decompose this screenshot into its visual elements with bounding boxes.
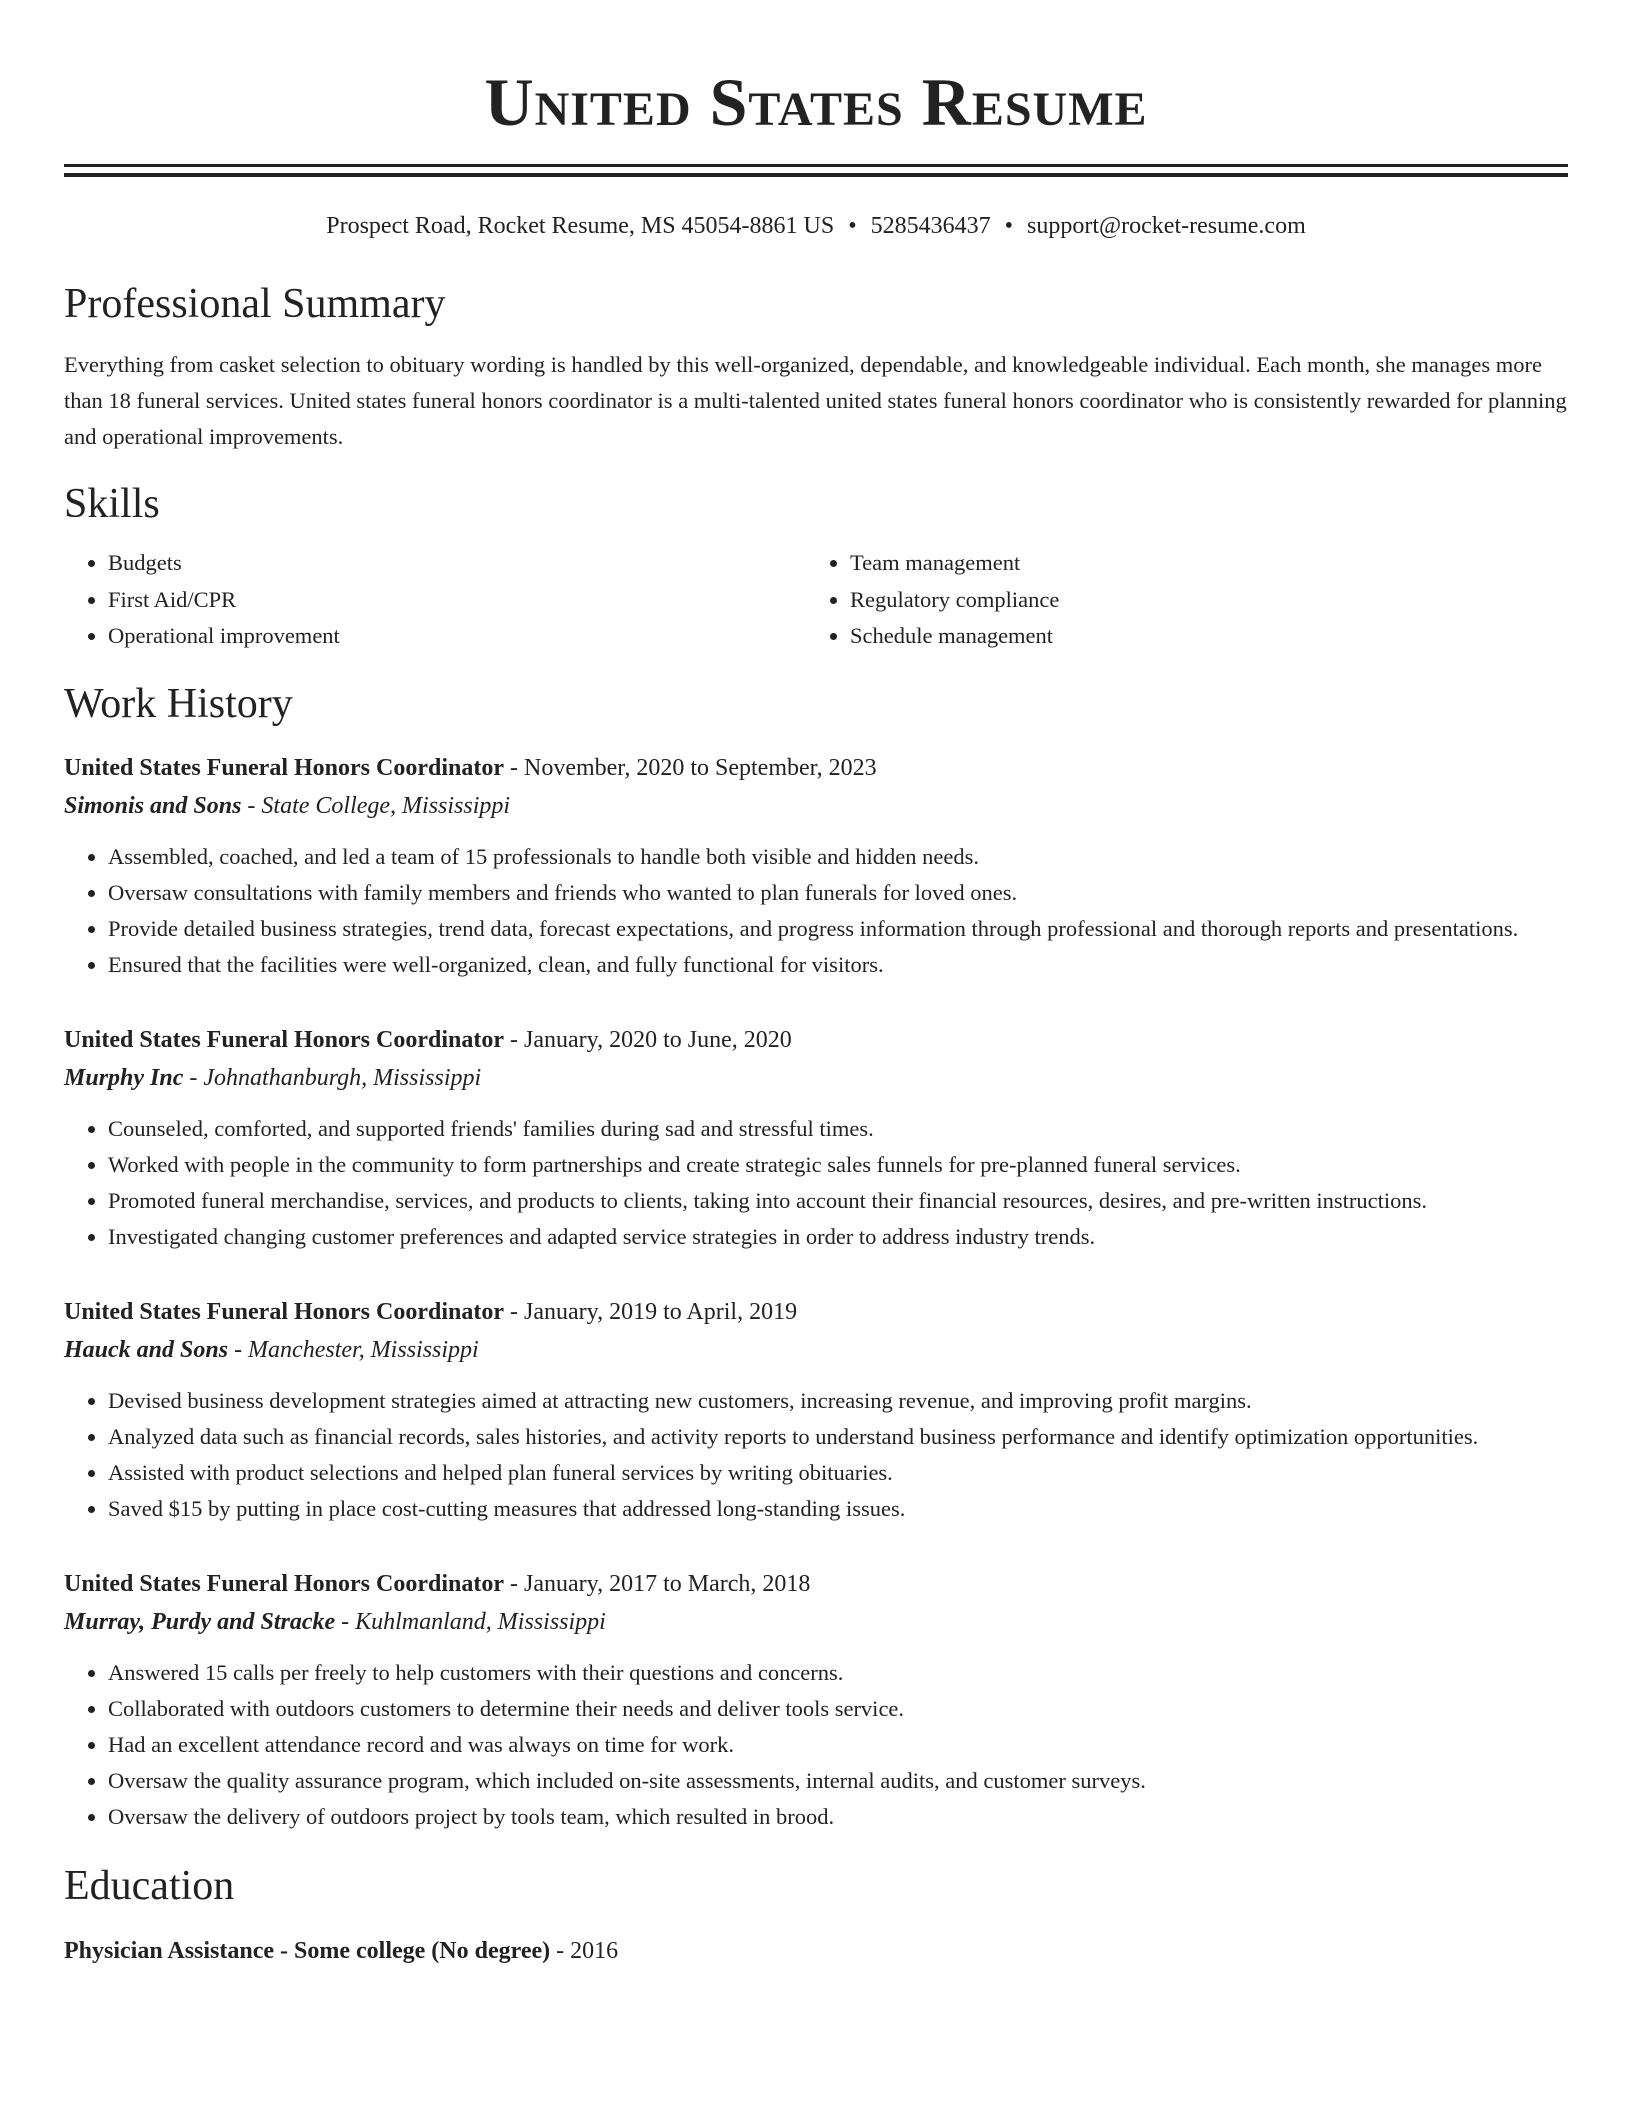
job-bullet: • Saved $15 by putting in place cost-cutting measures that addressed long-standing issues. (108, 1491, 1568, 1527)
job-bullet: • Ensured that the facilities were well-organized, clean, and fully functional for visitors. (108, 947, 1568, 983)
job-role: United States Funeral Honors Coordinator (64, 1570, 504, 1597)
job-entry (64, 1021, 1568, 1255)
job-bullets (64, 1655, 1568, 1835)
education-year: - 2016 (550, 1937, 619, 1964)
job-header (64, 749, 1568, 787)
skills-heading: Skills (64, 481, 160, 527)
title-rule-top (64, 164, 1568, 167)
job-bullet: • Oversaw the quality assurance program, which included on-site assessments, internal audits, and customer surveys. (108, 1763, 1568, 1799)
job-employer (64, 1059, 1568, 1097)
skill-item: • First Aid/CPR (108, 582, 806, 619)
skill-item: • Regulatory compliance (850, 582, 1548, 619)
job-employer (64, 787, 1568, 825)
job-company: Murray, Purdy and Stracke (64, 1608, 336, 1635)
skill-item: • Budgets (108, 545, 806, 582)
skill-item: • Operational improvement (108, 618, 806, 655)
job-bullet: • Had an excellent attendance record and was always on time for work. (108, 1727, 1568, 1763)
education-degree: Physician Assistance - Some college (No degree) (64, 1937, 551, 1964)
job-company: Hauck and Sons (64, 1336, 229, 1363)
contact-phone: 5285436437 (870, 213, 991, 239)
job-role: United States Funeral Honors Coordinator (64, 754, 504, 781)
job-bullets (64, 1111, 1568, 1255)
job-bullet: • Promoted funeral merchandise, services, and products to clients, taking into account their financial resources, desires, and pre-written instructions. (108, 1183, 1568, 1219)
job-role: United States Funeral Honors Coordinator (64, 1298, 504, 1325)
skills-column-right (806, 545, 1548, 655)
job-dates: - November, 2020 to September, 2023 (504, 754, 877, 781)
job-company: Murphy Inc (64, 1064, 184, 1091)
summary-text: Everything from casket selection to obituary wording is handled by this well-organized, dependable, and knowledgeable individual. Each month, she manages more than 18 funeral services. United states funeral honors coordinator is a multi-talented united states funeral honors coordinator who is consistently rewarded for planning and operational improvements. (64, 352, 1567, 449)
contact-separator: • (848, 213, 857, 239)
job-entry (64, 1293, 1568, 1527)
contact-separator: • (1004, 213, 1014, 239)
job-entry (64, 1565, 1568, 1835)
job-location: - Kuhlmanland, Mississippi (335, 1608, 606, 1635)
education-heading: Education (64, 1862, 235, 1909)
job-employer (64, 1331, 1568, 1369)
job-role: United States Funeral Honors Coordinator (64, 1026, 504, 1053)
job-location: - Johnathanburgh, Mississippi (183, 1064, 482, 1091)
contact-email: support@rocket-resume.com (1027, 213, 1306, 239)
resume-title: United States Resume (484, 64, 1148, 140)
title-rule-bottom (64, 173, 1568, 177)
job-bullet: • Worked with people in the community to form partnerships and create strategic sales funnels for pre-planned funeral services. (108, 1147, 1568, 1183)
job-entry (64, 749, 1568, 983)
work-history-heading: Work History (64, 680, 293, 727)
skill-item: • Team management (850, 545, 1548, 582)
job-bullet: • Analyzed data such as financial records, sales histories, and activity reports to understand business performance and identify optimization opportunities. (108, 1419, 1568, 1455)
job-dates: - January, 2017 to March, 2018 (504, 1570, 811, 1597)
contact-address: Prospect Road, Rocket Resume, MS 45054-8861 US (326, 213, 835, 239)
skills-list (64, 545, 1568, 655)
job-bullet: • Oversaw the delivery of outdoors project by tools team, which resulted in brood. (108, 1799, 1568, 1835)
job-bullet: • Oversaw consultations with family members and friends who wanted to plan funerals for loved ones. (108, 875, 1568, 911)
resume-page (64, 0, 1568, 1969)
job-bullets (64, 839, 1568, 983)
job-location: - Manchester, Mississippi (228, 1336, 479, 1363)
skills-column-left (64, 545, 806, 655)
job-bullet: • Assembled, coached, and led a team of 15 professionals to handle both visible and hidden needs. (108, 839, 1568, 875)
education-entry (64, 1933, 1568, 1969)
contact-line (64, 211, 1568, 241)
job-header (64, 1565, 1568, 1603)
job-header (64, 1021, 1568, 1059)
job-bullet: • Provide detailed business strategies, trend data, forecast expectations, and progress information through professional and thorough reports and presentations. (108, 911, 1568, 947)
job-bullet: • Collaborated with outdoors customers to determine their needs and deliver tools service. (108, 1691, 1568, 1727)
job-bullet: • Investigated changing customer preferences and adapted service strategies in order to address industry trends. (108, 1219, 1568, 1255)
skill-item: • Schedule management (850, 618, 1548, 655)
summary-heading: Professional Summary (64, 281, 446, 327)
job-bullet: • Counseled, comforted, and supported friends' families during sad and stressful times. (108, 1111, 1568, 1147)
job-bullet: • Assisted with product selections and helped plan funeral services by writing obituaries. (108, 1455, 1568, 1491)
job-location: - State College, Mississippi (241, 792, 511, 819)
job-employer (64, 1603, 1568, 1641)
job-bullets (64, 1383, 1568, 1527)
job-header (64, 1293, 1568, 1331)
job-dates: - January, 2020 to June, 2020 (504, 1026, 792, 1053)
job-dates: - January, 2019 to April, 2019 (504, 1298, 798, 1325)
job-bullet: • Answered 15 calls per freely to help customers with their questions and concerns. (108, 1655, 1568, 1691)
job-bullet: • Devised business development strategies aimed at attracting new customers, increasing revenue, and improving profit margins. (108, 1383, 1568, 1419)
job-company: Simonis and Sons (64, 792, 242, 819)
